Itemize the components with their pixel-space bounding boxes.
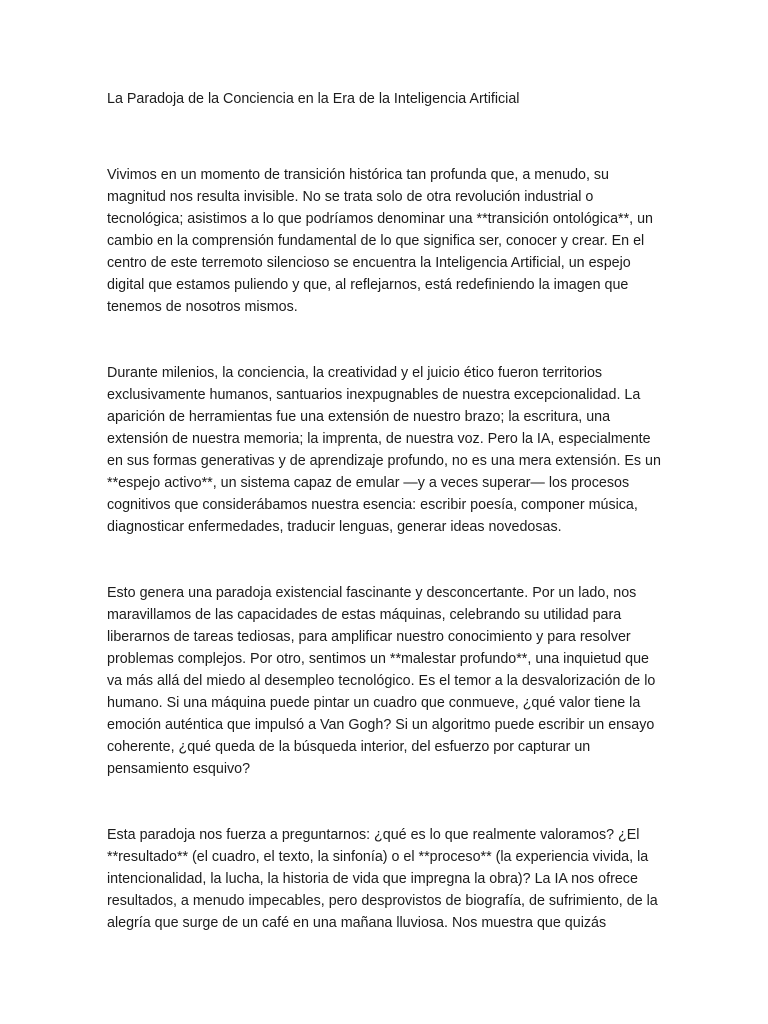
- spacer: [107, 780, 663, 824]
- spacer: [107, 110, 663, 164]
- spacer: [107, 318, 663, 362]
- paragraph-4: Esta paradoja nos fuerza a preguntarnos: ¿qué es lo que realmente valoramos? ¿El **resultado** (el cuadro, el texto, la sinfonía) o el **proceso** (la experiencia vivida, la intencionalidad, la lucha, la historia de vida que impregna la obra)? La IA nos ofrece resultados, a menudo impecables, pero desprovistos de biografía, de sufrimiento, de la alegría que surge de un café en una mañana lluviosa. Nos muestra que quizás: [107, 827, 658, 931]
- paragraph-3: Esto genera una paradoja existencial fascinante y desconcertante. Por un lado, nos maravillamos de las capacidades de estas máquinas, celebrando su utilidad para liberarnos de tareas tediosas, para amplificar nuestro conocimiento y para resolver problemas complejos. Por otro, sentimos un **malestar profundo**, una inquietud que va más allá del miedo al desempleo tecnológico. Es el temor a la desvalorización de lo humano. Si una máquina puede pintar un cuadro que conmueve, ¿qué valor tiene la emoción auténtica que impulsó a Van Gogh? Si un algoritmo puede escribir un ensayo coherente, ¿qué queda de la búsqueda interior, del esfuerzo por capturar un pensamiento esquivo?: [107, 585, 656, 777]
- document-page: [107, 88, 663, 934]
- paragraph-1: Vivimos en un momento de transición histórica tan profunda que, a menudo, su magnitud nos resulta invisible. No se trata solo de otra revolución industrial o tecnológica; asistimos a lo que podríamos denominar una **transición ontológica**, un cambio en la comprensión fundamental de lo que significa ser, conocer y crear. En el centro de este terremoto silencioso se encuentra la Inteligencia Artificial, un espejo digital que estamos puliendo y que, al reflejarnos, está redefiniendo la imagen que tenemos de nosotros mismos.: [107, 167, 653, 315]
- spacer: [107, 538, 663, 582]
- paragraph-2: Durante milenios, la conciencia, la creatividad y el juicio ético fueron territorios exclusivamente humanos, santuarios inexpugnables de nuestra excepcionalidad. La aparición de herramientas fue una extensión de nuestro brazo; la escritura, una extensión de nuestra memoria; la imprenta, de nuestra voz. Pero la IA, especialmente en sus formas generativas y de aprendizaje profundo, no es una mera extensión. Es un **espejo activo**, un sistema capaz de emular —y a veces superar— los procesos cognitivos que considerábamos nuestra esencia: escribir poesía, componer música, diagnosticar enfermedades, traducir lenguas, generar ideas novedosas.: [107, 365, 661, 535]
- document-title: La Paradoja de la Conciencia en la Era de la Inteligencia Artificial: [107, 91, 520, 107]
